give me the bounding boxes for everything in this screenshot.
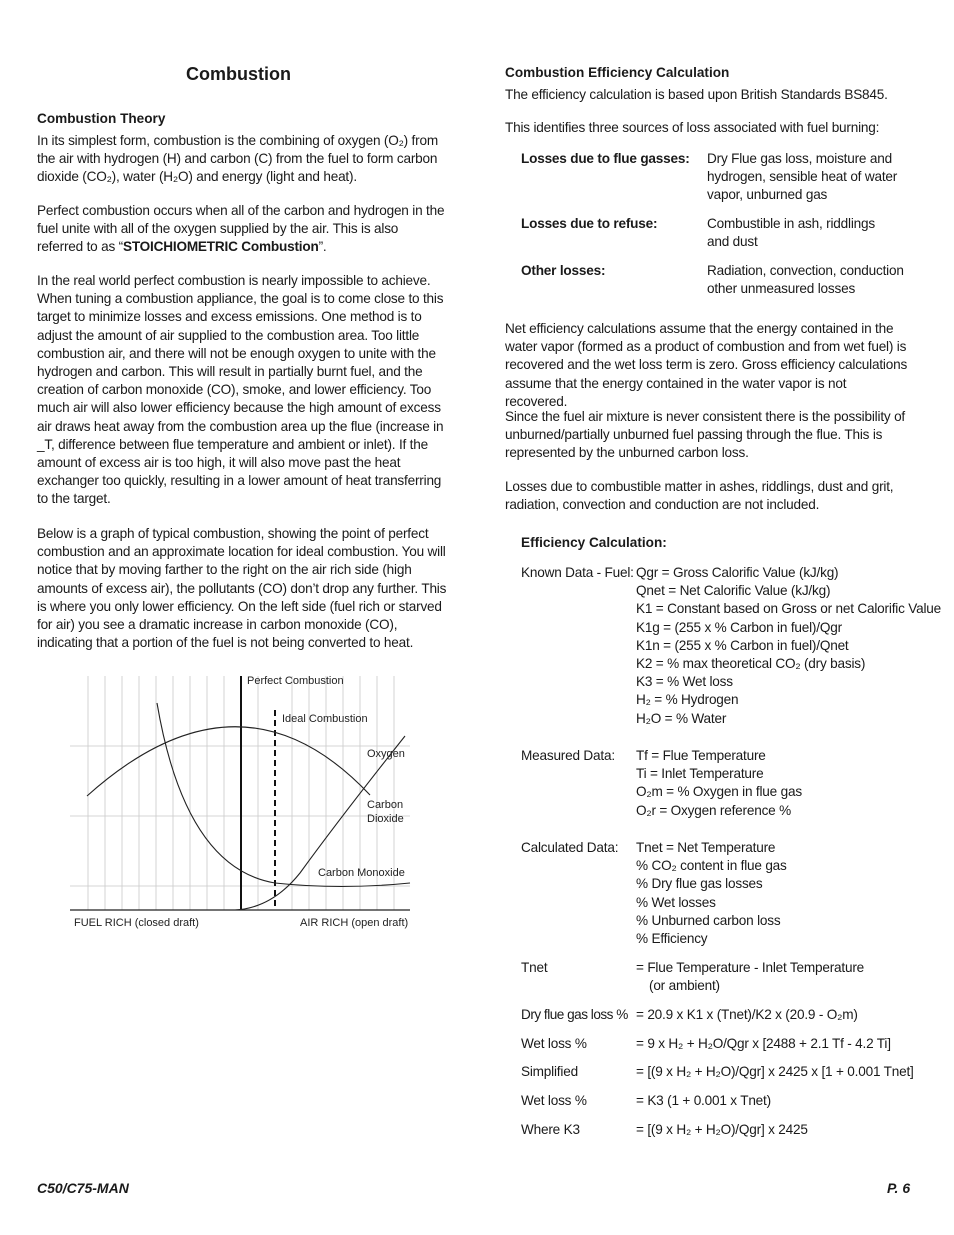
known-item: K2 = % max theoretical CO₂ (dry basis) <box>636 656 866 672</box>
known-item: Qgr = Gross Calorific Value (kJ/kg) <box>636 565 839 580</box>
measured-data-label: Measured Data: <box>521 748 615 763</box>
para2-end: ”. <box>318 239 327 255</box>
efficiency-calc-heading: Combustion Efficiency Calculation <box>505 65 730 80</box>
loss-desc-flue-3: vapor, unburned gas <box>707 187 828 203</box>
carbon-monoxide-curve <box>157 703 410 887</box>
known-item: K1g = (255 x % Carbon in fuel)/Qgr <box>636 619 842 635</box>
para2-text: Perfect combustion occurs when all of the carbon and hydrogen in the fuel unite with all of the oxygen supplied by the air. This is also referred to as “ <box>37 203 445 255</box>
unburned-fuel-paragraph: Since the fuel air mixture is never consistent there is the possibility of unburned/partially unburned fuel passing through the flue. This is represented by the unburned carbon loss. <box>505 409 906 461</box>
loss-desc-other-1: Radiation, convection, conduction <box>707 263 904 278</box>
known-item: H₂O = % Water <box>636 710 727 726</box>
formula-label-where-k3: Where K3 <box>521 1122 580 1137</box>
footer-page-number: P. 6 <box>887 1180 911 1196</box>
combustible-losses-paragraph: Losses due to combustible matter in ashes, riddlings, dust and grit, radiation, convection and conduction are not included. <box>505 479 894 513</box>
perfect-combustion-label: Perfect Combustion <box>247 675 344 687</box>
loss-term-flue: Losses due to flue gasses: <box>521 151 690 166</box>
formula-value-where-k3: = [(9 x H₂ + H₂O)/Qgr] x 2425 <box>636 1122 808 1137</box>
carbon-dioxide-label-1: Carbon <box>367 799 404 811</box>
known-data-label: Known Data - Fuel: <box>521 565 634 580</box>
formula-tnet-line-2: (or ambient) <box>649 978 720 994</box>
measured-item: Tf = Flue Temperature <box>636 748 766 763</box>
formula-tnet-line-1: = Flue Temperature - Inlet Temperature <box>636 960 865 975</box>
loss-term-refuse: Losses due to refuse: <box>521 216 658 231</box>
stoichiometric-term: STOICHIOMETRIC Combustion <box>122 239 319 255</box>
formula-label-wet-loss-2: Wet loss % <box>521 1093 587 1108</box>
fuel-rich-label: FUEL RICH (closed draft) <box>74 917 199 929</box>
loss-desc-flue-1: Dry Flue gas loss, moisture and <box>707 151 892 166</box>
efficiency-curve <box>87 727 370 796</box>
known-item: K1 = Constant based on Gross or net Calorific Value <box>636 601 942 617</box>
theory-paragraph-1: In its simplest form, combustion is the combining of oxygen (O₂) from the air with hydrogen (H) and carbon (C) from the fuel to form carbon dioxide (CO₂), water (H₂O) and energy (light and heat). <box>37 133 438 185</box>
carbon-dioxide-label-2: Dioxide <box>367 813 404 825</box>
ideal-combustion-label: Ideal Combustion <box>282 713 368 725</box>
theory-paragraph-4: Below is a graph of typical combustion, showing the point of perfect combustion and an approximate location for ideal combustion. You will notice that by moving farther to the right on the air rich side (high amounts of excess air), the pollutants (CO) don’t drop any further. This is where you only lower efficiency. On the left side (fuel rich or starved for air) you see a dramatic increase in carbon monoxide (CO), indicating that a portion of the fuel is not being converted to heat. <box>37 526 447 651</box>
known-item: K1n = (255 x % Carbon in fuel)/Qnet <box>636 637 849 653</box>
measured-data-list <box>636 747 802 820</box>
calculated-data-list <box>636 839 787 948</box>
calculated-item: % Unburned carbon loss <box>636 912 781 928</box>
formula-label-tnet: Tnet <box>521 960 548 975</box>
theory-paragraph-2 <box>37 202 447 257</box>
theory-paragraph-3: In the real world perfect combustion is nearly impossible to achieve. When tuning a combustion appliance, the goal is to come close to this target to minimize losses and excess emissions. One method is to adjust the amount of air supplied to the combustion area. Too little combustion air, and there will not be enough oxygen to unite with the hydrogen and carbon. This will result in partially burnt fuel, and the creation of carbon monoxide (CO), smoke, and lower efficiency. Too much air will also lower efficiency because the high amount of excess air draws heat away from the combustion area up the flue (increase in _T, difference between flue temperature and ambient or inlet). If the amount of excess air is too high, it will also move past the heat exchanger too quickly, resulting in a lower amount of heat transferring to the target. <box>37 273 444 507</box>
calculated-item: Tnet = Net Temperature <box>636 840 776 855</box>
loss-desc-other <box>707 262 904 298</box>
formula-value-wet-loss-2: = K3 (1 + 0.001 x Tnet) <box>636 1093 771 1108</box>
loss-desc-flue-2: hydrogen, sensible heat of water <box>707 169 898 185</box>
intro-line-1: The efficiency calculation is based upon British Standards BS845. <box>505 87 888 102</box>
calculated-data-label: Calculated Data: <box>521 840 619 855</box>
formula-label-wet-loss: Wet loss % <box>521 1036 587 1051</box>
measured-item: O₂m = % Oxygen in flue gas <box>636 784 802 800</box>
intro-line-2: This identifies three sources of loss associated with fuel burning: <box>505 120 880 135</box>
net-efficiency-paragraph: Net efficiency calculations assume that the energy contained in the water vapor (formed as a product of combustion and from wet fuel) is recovered and the wet loss term is zero. Gross efficiency calculations assume that the energy contained in the water vapor is not recovered. <box>505 321 908 409</box>
formula-label-simplified: Simplified <box>521 1064 578 1079</box>
known-data-list <box>636 564 941 728</box>
calculated-item: % Dry flue gas losses <box>636 876 763 892</box>
formula-value-wet-loss: = 9 x H₂ + H₂O/Qgr x [2488 + 2.1 Tf - 4.2 Ti] <box>636 1036 891 1051</box>
loss-desc-refuse-1: Combustible in ash, riddlings <box>707 216 875 231</box>
calculated-item: % Wet losses <box>636 894 716 910</box>
carbon-monoxide-label: Carbon Monoxide <box>318 867 405 879</box>
known-item: Qnet = Net Calorific Value (kJ/kg) <box>636 583 831 599</box>
loss-desc-flue <box>707 150 897 205</box>
loss-desc-refuse <box>707 215 875 251</box>
oxygen-label: Oxygen <box>367 748 405 760</box>
formula-label-dry-flue: Dry flue gas loss % <box>521 1007 628 1022</box>
air-rich-label: AIR RICH (open draft) <box>300 917 409 929</box>
formula-value-simplified: = [(9 x H₂ + H₂O)/Qgr] x 2425 x [1 + 0.001 Tnet] <box>636 1064 914 1079</box>
combustion-graph <box>60 668 420 934</box>
efficiency-calculation-heading: Efficiency Calculation: <box>521 535 667 550</box>
calculated-item: % Efficiency <box>636 931 708 947</box>
loss-desc-refuse-2: and dust <box>707 234 758 250</box>
footer-model: C50/C75-MAN <box>37 1180 129 1196</box>
measured-item: Ti = Inlet Temperature <box>636 766 764 782</box>
calculated-item: % CO₂ content in flue gas <box>636 858 787 874</box>
formula-value-dry-flue: = 20.9 x K1 x (Tnet)/K2 x (20.9 - O₂m) <box>636 1007 858 1022</box>
measured-item: O₂r = Oxygen reference % <box>636 802 791 818</box>
combustion-theory-heading: Combustion Theory <box>37 111 166 126</box>
loss-desc-other-2: other unmeasured losses <box>707 281 856 297</box>
loss-term-other: Other losses: <box>521 263 606 278</box>
page-title: Combustion <box>186 64 291 84</box>
known-item: K3 = % Wet loss <box>636 674 733 690</box>
formula-value-tnet <box>636 959 864 995</box>
known-item: H₂ = % Hydrogen <box>636 692 739 708</box>
